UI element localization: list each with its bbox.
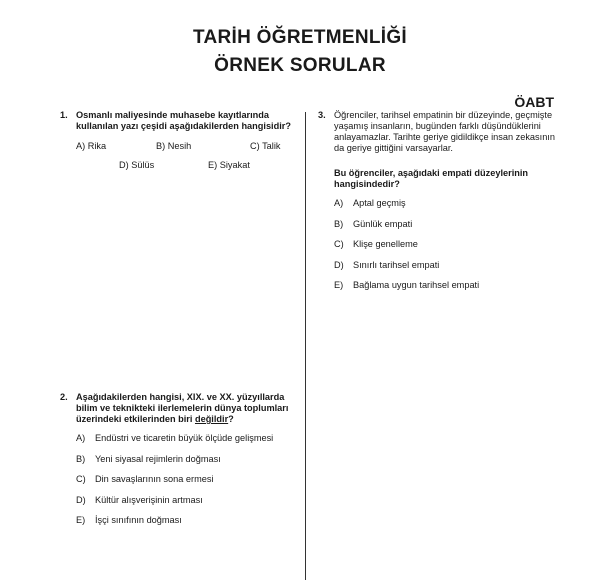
option-c[interactable] bbox=[76, 474, 300, 486]
option-text: Endüstri ve ticaretin büyük ölçüde gelişmesi bbox=[95, 433, 274, 443]
option-d[interactable] bbox=[334, 260, 568, 272]
option-letter: D) bbox=[76, 494, 86, 505]
option-letter: D) bbox=[334, 259, 344, 270]
option-c[interactable]: C) Talik bbox=[250, 141, 281, 151]
options-row bbox=[76, 160, 300, 174]
option-text: Sınırlı tarihsel empati bbox=[353, 259, 440, 270]
negation-word: değildir bbox=[194, 414, 229, 424]
question-stem-line: kullanılan yazı çeşidi aşağıdakilerden hangisidir? bbox=[76, 121, 291, 131]
question-stem-line bbox=[76, 414, 300, 425]
question-stem-line: hangisindedir? bbox=[334, 179, 400, 189]
question-stem-line: bilim ve teknikteki ilerlemelerin dünya toplumları bbox=[76, 403, 289, 413]
option-b[interactable] bbox=[334, 219, 568, 231]
question-intro-line: anlayamazlar. Tarihte geriye gidildikçe insan zekasının bbox=[334, 132, 555, 142]
page-title: TARİH ÖĞRETMENLİĞİ bbox=[192, 27, 408, 48]
option-letter: E) bbox=[334, 280, 344, 290]
option-text: Kültür alışverişinin artması bbox=[95, 494, 203, 505]
option-text: Günlük empati bbox=[353, 218, 413, 229]
option-a[interactable]: A) Rika bbox=[76, 141, 107, 151]
question-number: 2. bbox=[60, 392, 68, 402]
option-text: Bağlama uygun tarihsel empati bbox=[353, 280, 480, 290]
option-text: Din savaşlarının sona ermesi bbox=[95, 474, 214, 484]
stem-punctuation: ? bbox=[228, 414, 234, 424]
option-text: Aptal geçmiş bbox=[353, 198, 406, 208]
question-intro-line: yaşamış insanların, bugünden farklı düşündüklerini bbox=[334, 121, 541, 131]
option-letter: C) bbox=[76, 474, 86, 484]
question-number: 1. bbox=[60, 110, 68, 120]
question-1 bbox=[60, 110, 300, 174]
page-subtitle: ÖRNEK SORULAR bbox=[214, 55, 386, 76]
option-e[interactable] bbox=[334, 280, 568, 292]
options-list bbox=[76, 433, 300, 527]
question-3 bbox=[318, 110, 568, 301]
question-stem-line: Aşağıdakilerden hangisi, XIX. ve XX. yüzyıllarda bbox=[76, 392, 285, 402]
question-stem-line: Bu öğrenciler, aşağıdaki empati düzeylerinin bbox=[334, 168, 529, 178]
question-intro-line: da geriye gittiğini varsayarlar. bbox=[334, 143, 453, 153]
option-text: İşçi sınıfının doğması bbox=[95, 515, 182, 525]
option-e[interactable] bbox=[76, 515, 300, 527]
option-d[interactable] bbox=[76, 495, 300, 507]
exam-code: ÖABT bbox=[514, 94, 554, 110]
options-list bbox=[334, 198, 568, 292]
option-letter: A) bbox=[334, 198, 344, 208]
option-letter: B) bbox=[76, 453, 86, 464]
option-c[interactable] bbox=[334, 239, 568, 251]
option-text: Klişe genelleme bbox=[353, 239, 418, 249]
option-text: Yeni siyasal rejimlerin doğması bbox=[95, 453, 221, 464]
options-row bbox=[76, 141, 300, 155]
option-letter: A) bbox=[76, 433, 86, 443]
option-letter: B) bbox=[334, 218, 344, 229]
option-e[interactable]: E) Siyakat bbox=[208, 160, 250, 170]
option-a[interactable] bbox=[76, 433, 300, 445]
question-number: 3. bbox=[318, 110, 326, 120]
page-header bbox=[0, 26, 600, 78]
option-a[interactable] bbox=[334, 198, 568, 210]
option-d[interactable]: D) Sülüs bbox=[119, 160, 155, 170]
stem-text: üzerindeki etkilerinden biri bbox=[76, 414, 195, 424]
question-intro-line: Öğrenciler, tarihsel empatinin bir düzeyinde, geçmişte bbox=[334, 110, 553, 120]
question-stem-line: Osmanlı maliyesinde muhasebe kayıtlarında bbox=[76, 110, 270, 120]
option-letter: C) bbox=[334, 239, 344, 249]
option-letter: E) bbox=[76, 515, 86, 525]
question-2 bbox=[60, 392, 300, 536]
option-b[interactable]: B) Nesih bbox=[156, 141, 192, 151]
option-b[interactable] bbox=[76, 454, 300, 466]
column-divider bbox=[305, 112, 306, 580]
